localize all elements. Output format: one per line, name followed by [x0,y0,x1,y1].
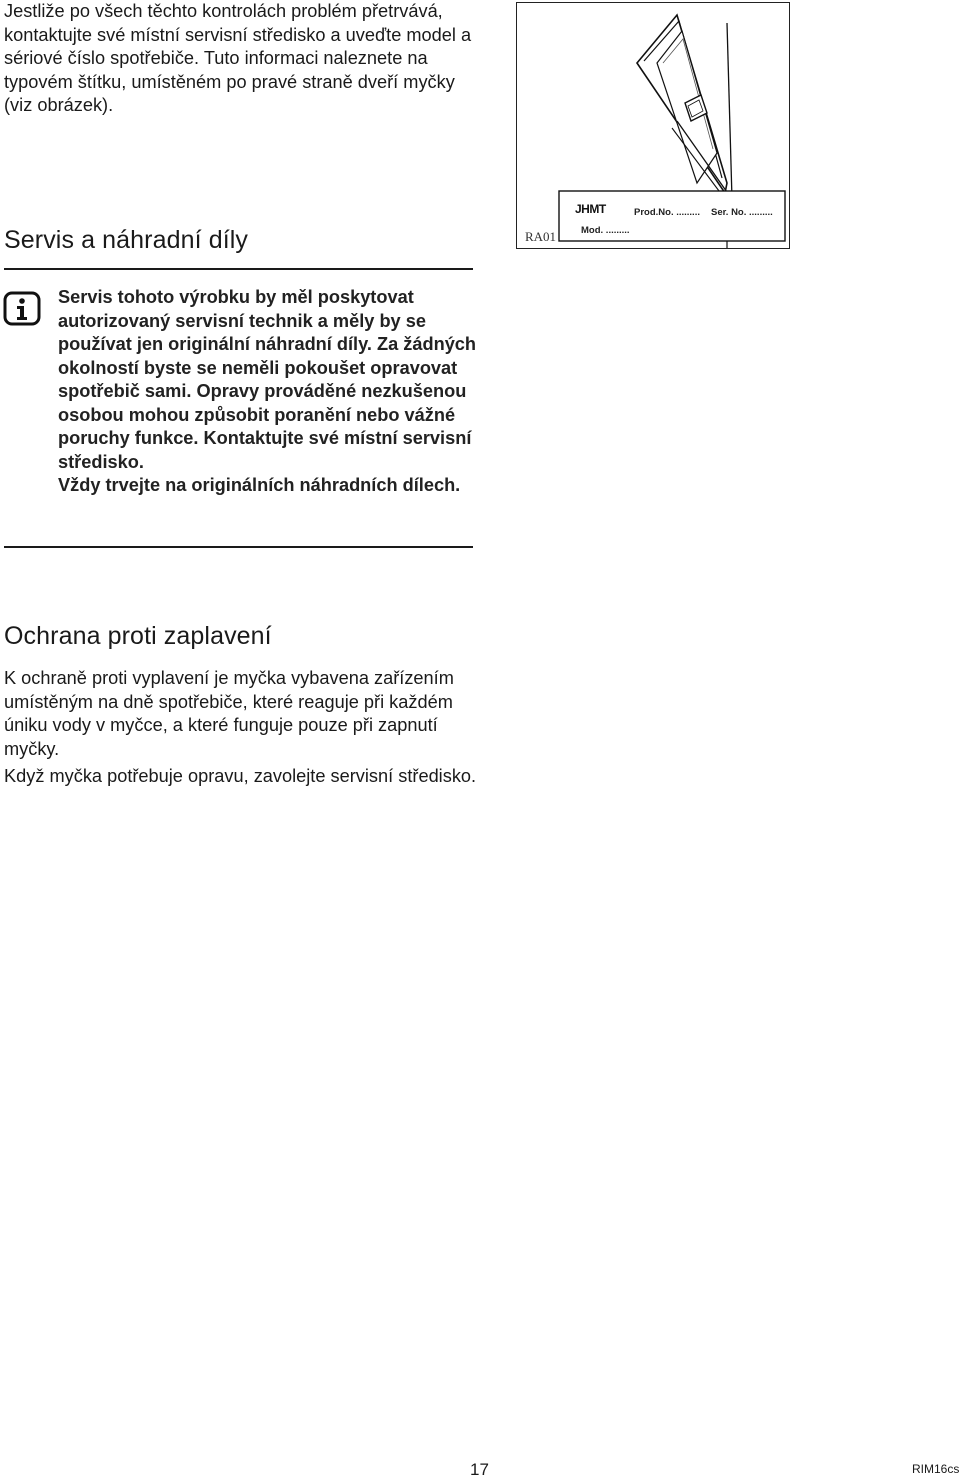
plate-ser-no: Ser. No. ......... [711,207,773,218]
figure-label: RA01 [525,229,557,244]
info-icon [3,291,43,327]
document-code: RIM16cs [912,1462,960,1476]
rating-plate-figure [516,2,790,249]
flood-section-title: Ochrana proti zaplavení [4,622,272,650]
plate-brand: JHMT [575,202,606,216]
service-warning-text-2: Vždy trvejte na originálních náhradních dílech. [58,475,461,495]
flood-paragraph-1: K ochraně proti vyplavení je myčka vybavena zařízením umístěným na dně spotřebiče, které reaguje při každém úniku vody v myčce, a které funguje pouze při zapnutí myčky. [4,668,454,759]
service-warning-text: Servis tohoto výrobku by měl poskytovat autorizovaný servisní technik a měly by se používat jen originální náhradní díly. Za žádných okolností byste se neměli pokoušet opravovat spotřebič sami. Opravy prováděné nezkušenou osobou mohou způsobit poranění nebo vážné poruchy funkce. Kontaktujte své místní servisní středisko. [58,287,477,472]
plate-mod: Mod. ......... [581,225,630,236]
intro-text: Jestliže po všech těchto kontrolách problém přetrvává, kontaktujte své místní servisní středisko a uveďte model a sériové číslo spotřebiče. Tuto informaci naleznete na typovém štítku, umístěném po pravé straně dveří myčky (viz obrázek). [4,1,472,115]
flood-section-body [4,667,479,793]
intro-paragraph [4,0,474,118]
service-warning-block [58,286,478,498]
plate-prod-no: Prod.No. ......... [634,207,700,218]
service-section-title: Servis a náhradní díly [4,226,248,254]
warning-top-rule [4,268,473,270]
warning-bottom-rule [4,546,473,548]
page-number: 17 [470,1460,489,1479]
flood-paragraph-2: Když myčka potřebuje opravu, zavolejte servisní středisko. [4,766,477,786]
